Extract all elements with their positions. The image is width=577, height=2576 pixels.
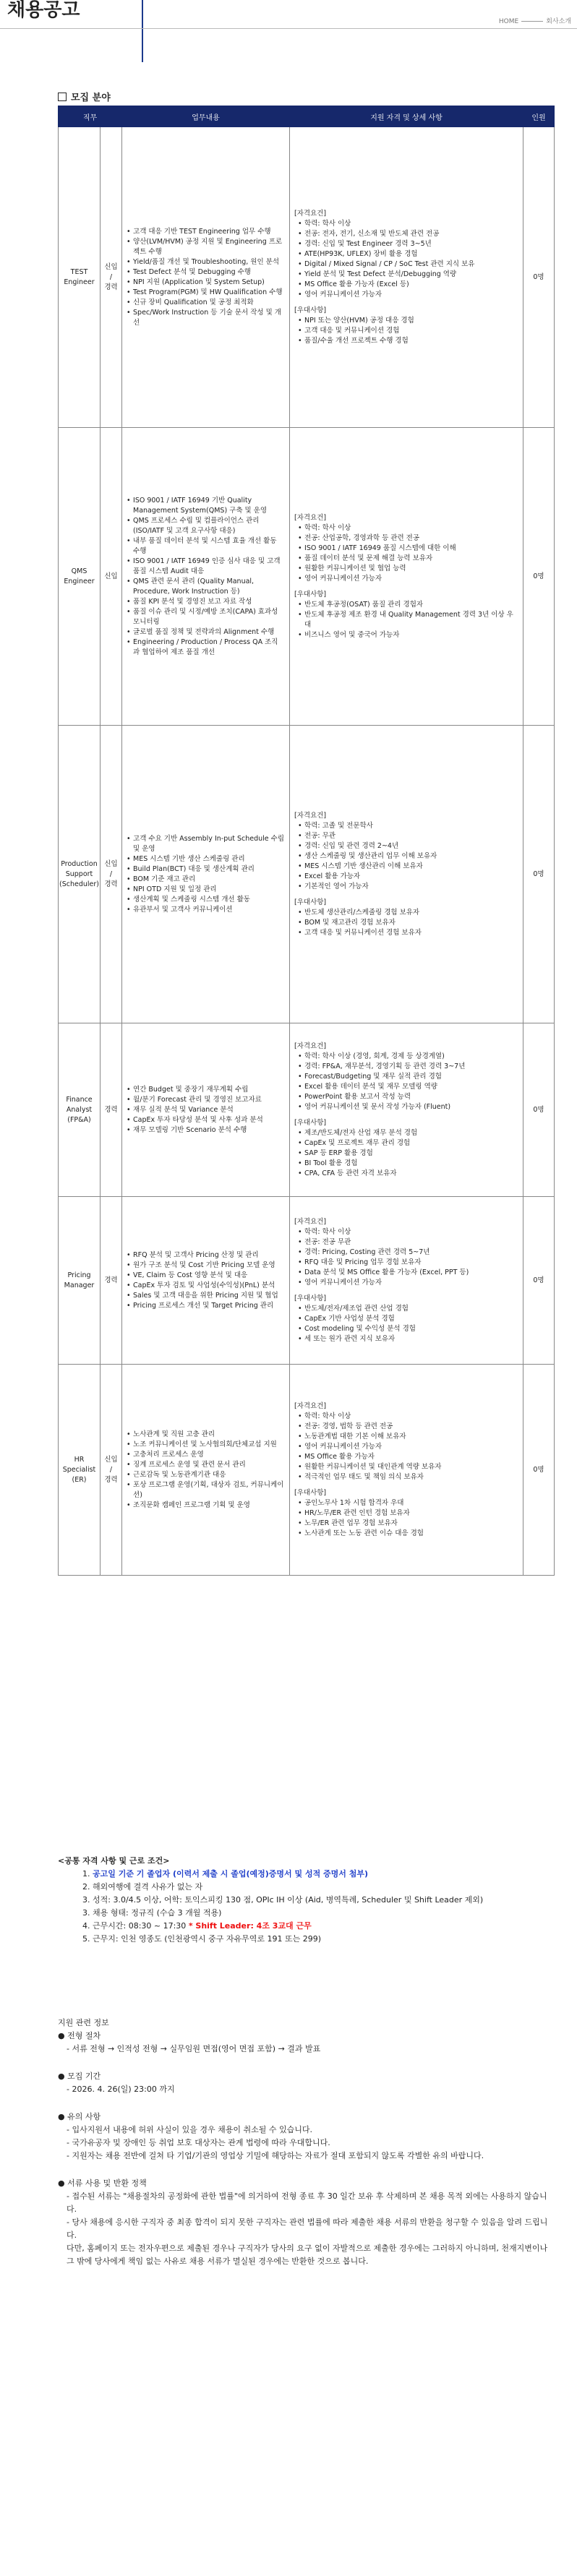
list-item: • VE, Claim 등 Cost 영향 분석 및 대응 (133, 1271, 284, 1281)
job-qualifications (290, 1197, 523, 1365)
list-item: • 영어 커뮤니케이션 가능자 (304, 1278, 515, 1288)
page-header (0, 0, 577, 29)
list-item: • 월/분기 Forecast 관리 및 경영진 보고자료 (133, 1095, 284, 1105)
table-row (59, 1365, 555, 1576)
qualification-heading: [우대사항] (294, 590, 327, 598)
job-duties (122, 726, 290, 1023)
list-item: • Excel 활용 가능자 (304, 872, 515, 882)
qualification-list (294, 1227, 519, 1288)
list-item: • 포상 프로그램 운영(기획, 대상자 검토, 커뮤니케이션) (133, 1480, 284, 1500)
qualification-heading: [자격요건] (294, 209, 327, 218)
job-title: Finance Analyst (FP&A) (59, 1023, 101, 1197)
job-duties (122, 428, 290, 726)
employment-type: 경력 (101, 1197, 122, 1365)
jobs-table (58, 106, 555, 1576)
accent-divider (142, 0, 143, 62)
list-item: • 학력: 학사 이상 (304, 219, 515, 229)
list-item: • Build Plan(BCT) 대응 및 생산계획 관리 (133, 864, 284, 875)
qualification-heading: [우대사항] (294, 898, 327, 906)
list-item: • ISO 9001 / IATF 16949 인증 심사 대응 및 고객 품질 시스템 Audit 대응 (133, 557, 284, 577)
notes-list (58, 2124, 557, 2163)
job-title: Production Support (Scheduler) (59, 726, 101, 1023)
list-item: • 고객 수요 기반 Assembly In-put Schedule 수립 및 운영 (133, 834, 284, 854)
condition-item: 1. 공고일 기준 기 졸업자 (이력서 제출 시 졸업(예정)증명서 및 성적 증명서 첨부) (82, 1869, 369, 1879)
list-item: • 경력: 신입 및 관련 경력 2~4년 (304, 841, 515, 851)
list-item: • 품질 이슈 관리 및 시정/예방 조치(CAPA) 효과성 모니터링 (133, 607, 284, 627)
employment-type: 신입 (101, 428, 122, 726)
list-item: • MS Office 활용 가능자 (Excel 등) (304, 280, 515, 290)
headcount: 0명 (523, 428, 555, 726)
list-item: • Test Program(PGM) 및 HW Qualification 수행 (133, 288, 284, 298)
breadcrumb-current[interactable]: 회사소개 (546, 18, 571, 25)
table-header-row (59, 106, 555, 127)
qualification-heading: [우대사항] (294, 1488, 327, 1497)
duties-list (123, 834, 288, 915)
policy-item: - 당사 채용에 응시한 구직자 중 최종 합격이 되지 못한 구직자는 관련 법률에 따라 제출한 채용 서류의 반환을 청구할 수 있음을 알려 드립니다. (67, 2217, 548, 2240)
list-item: • 경력: 신입 및 Test Engineer 경력 3~5년 (304, 239, 515, 249)
list-item: • 반도체 후공정 제조 환경 내 Quality Management 경력 3년 이상 우대 (304, 610, 515, 630)
list-item: • CapEx 투자 검토 및 사업성(수익성)(PnL) 분석 (133, 1281, 284, 1291)
list-item: • 노무/ER 관련 업무 경험 보유자 (304, 1519, 515, 1529)
qualification-list (294, 1412, 519, 1482)
list-item: • BOM 기준 재고 관리 (133, 875, 284, 885)
list-item: • 양산(LVM/HVM) 공정 지원 및 Engineering 프로젝트 수행 (133, 237, 284, 257)
common-conditions (58, 1855, 554, 1946)
application-info (58, 2017, 557, 2283)
list-item: • 영어 커뮤니케이션 가능자 (304, 1442, 515, 1452)
policy-label: ● 서류 사용 및 반환 정책 (58, 2178, 147, 2188)
list-item: • Digital / Mixed Signal / CP / SoC Test 관련 지식 보유 (304, 259, 515, 270)
list-item: • 적극적인 업무 태도 및 책임 의식 보유자 (304, 1472, 515, 1482)
condition-item: 3. 채용 형태: 정규직 (수습 3 개월 적용) (82, 1908, 222, 1918)
job-title: QMS Engineer (59, 428, 101, 726)
list-item: • 글로벌 품질 정책 및 전략과의 Alignment 수행 (133, 627, 284, 637)
list-item: • Excel 활용 데이터 분석 및 재무 모델링 역량 (304, 1082, 515, 1092)
headcount: 0명 (523, 1023, 555, 1197)
period-label: ● 모집 기간 (58, 2071, 101, 2081)
list-item: • 경력: FP&A, 재무분석, 경영기획 등 관련 경력 3~7년 (304, 1062, 515, 1072)
qualification-list (294, 821, 519, 892)
header-duties: 업무내용 (122, 106, 290, 127)
list-item: • 노조 커뮤니케이션 및 노사협의회/단체교섭 지원 (133, 1440, 284, 1450)
qualification-heading: [자격요건] (294, 1401, 327, 1410)
list-item: • 영어 커뮤니케이션 및 문서 작성 가능자 (Fluent) (304, 1102, 515, 1112)
list-item: • 학력: 학사 이상 (304, 1412, 515, 1422)
duties-list (123, 496, 288, 658)
list-item: • 품질 KPI 분석 및 경영진 보고 자료 작성 (133, 597, 284, 607)
list-item: • 영어 커뮤니케이션 가능자 (304, 574, 515, 584)
employment-type: 신입 / 경력 (101, 726, 122, 1023)
page-title: 채용공고 (7, 0, 80, 21)
job-qualifications (290, 428, 523, 726)
employment-type: 신입 / 경력 (101, 127, 122, 428)
list-item: • Test Defect 분석 및 Debugging 수행 (133, 267, 284, 278)
list-item: • 경력: Pricing, Costing 관련 경력 5~7년 (304, 1248, 515, 1258)
job-duties (122, 127, 290, 428)
breadcrumb-home[interactable]: HOME (498, 18, 519, 25)
job-qualifications (290, 127, 523, 428)
condition-item: 4. 근무시간: 08:30 ~ 17:30 * Shift Leader: 4조 3교대 근무 (82, 1921, 312, 1931)
list-item: • 반도체 후공정(OSAT) 품질 관리 경험자 (304, 600, 515, 610)
list-item: • 조직문화 캠페인 프로그램 기획 및 운영 (133, 1500, 284, 1511)
list-item: • Forecast/Budgeting 및 재무 실적 관리 경험 (304, 1072, 515, 1082)
list-item: • 제조/반도체/전자 산업 재무 분석 경험 (304, 1128, 515, 1138)
job-title: HR Specialist (ER) (59, 1365, 101, 1576)
list-item: • 근로감독 및 노동관계기관 대응 (133, 1470, 284, 1480)
list-item: • Data 분석 및 MS Office 활용 가능자 (Excel, PPT 등) (304, 1268, 515, 1278)
list-item: • 기본적인 영어 가능자 (304, 882, 515, 892)
header-qualifications: 지원 자격 및 상세 사항 (290, 106, 523, 127)
list-item: • MS Office 활용 가능자 (304, 1452, 515, 1462)
checkbox-square-icon (58, 93, 67, 101)
duties-list (123, 1250, 288, 1311)
qualification-list (294, 1304, 519, 1344)
list-item: • CPA, CFA 등 관련 자격 보유자 (304, 1169, 515, 1179)
list-item: • MES 시스템 기반 생산 스케줄링 관리 (133, 854, 284, 864)
list-item: • 원활한 커뮤니케이션 및 대인관계 역량 보유자 (304, 1462, 515, 1472)
job-duties (122, 1023, 290, 1197)
list-item: • 고객 대응 기반 TEST Engineering 업무 수행 (133, 227, 284, 237)
list-item: • 영어 커뮤니케이션 가능자 (304, 290, 515, 300)
policy-item: 다만, 홈페이지 또는 전자우편으로 제출된 경우나 구직자가 당사의 요구 없이 자발적으로 제출한 경우에는 그러하지 아니하며, 천재지변이나 그 밖에 당사에게 책임 없는 사유로 채용 서류가 멸실된 경우에는 반환한 것으로 봅니다. (67, 2244, 548, 2266)
policy-item: - 접수된 서류는 "채용절차의 공정화에 관한 법률"에 의거하여 전형 종료 후 30 일간 보유 후 삭제하며 본 채용 목적 외에는 사용하지 않습니다. (67, 2191, 547, 2214)
note-item: - 지원자는 채용 전반에 걸쳐 타 기업/기관의 영업상 기밀에 해당하는 자료가 절대 포함되지 않도록 각별한 유의 바랍니다. (67, 2151, 484, 2160)
list-item: • Spec/Work Instruction 등 기술 문서 작성 및 개선 (133, 308, 284, 328)
list-item: • Yield/품질 개선 및 Troubleshooting, 원인 분석 (133, 257, 284, 267)
job-title: TEST Engineer (59, 127, 101, 428)
policy-list (58, 2190, 557, 2268)
list-item: • 전공: 산업공학, 경영과학 등 관련 전공 (304, 533, 515, 544)
duties-list (123, 227, 288, 328)
list-item: • 신규 장비 Qualification 및 공정 최적화 (133, 298, 284, 308)
list-item: • CapEx 기반 사업성 분석 경험 (304, 1314, 515, 1324)
list-item: • MES 시스템 기반 생산관리 이해 보유자 (304, 862, 515, 872)
table-row (59, 726, 555, 1023)
qualification-list (294, 1498, 519, 1539)
list-item: • ATE(HP93K, UFLEX) 장비 활용 경험 (304, 249, 515, 259)
list-item: • 학력: 학사 이상 (304, 1227, 515, 1237)
list-item: • 원활한 커뮤니케이션 및 협업 능력 (304, 564, 515, 574)
list-item: • 고충처리 프로세스 운영 (133, 1450, 284, 1460)
list-item: • 품질 데이터 분석 및 문제 해결 능력 보유자 (304, 554, 515, 564)
list-item: • 재무 실적 분석 및 Variance 분석 (133, 1105, 284, 1115)
qualification-heading: [자격요건] (294, 1217, 327, 1226)
list-item: • NPI 지원 (Application 및 System Setup) (133, 278, 284, 288)
employment-type: 신입 / 경력 (101, 1365, 122, 1576)
list-item: • 반도체 생산관리/스케줄링 경험 보유자 (304, 908, 515, 918)
qualification-list (294, 219, 519, 300)
list-item: • 전공: 무관 (304, 831, 515, 841)
list-item: • 재무 모델링 기반 Scenario 분석 수행 (133, 1125, 284, 1135)
qualification-list (294, 1052, 519, 1112)
list-item: • QMS 프로세스 수립 및 컴플라이언스 관리 (ISO/IATF 및 고객 요구사항 대응) (133, 516, 284, 536)
list-item: • 공인노무사 1차 시험 합격자 우대 (304, 1498, 515, 1508)
common-list (58, 1868, 554, 1946)
list-item: • 징계 프로세스 운영 및 관련 문서 관리 (133, 1460, 284, 1470)
list-item: • 전공: 경영, 법학 등 관련 전공 (304, 1422, 515, 1432)
section-title: 모집 분야 (58, 90, 111, 103)
list-item: • NPI OTD 지원 및 일정 관리 (133, 885, 284, 895)
qualification-heading: [우대사항] (294, 1118, 327, 1127)
list-item: • Sales 및 고객 대응을 위한 Pricing 지원 및 협업 (133, 1291, 284, 1301)
list-item: • Engineering / Production / Process QA 조직과 협업하여 제조 품질 개선 (133, 637, 284, 658)
list-item: • NPI 또는 양산(HVM) 공정 대응 경험 (304, 316, 515, 326)
qualification-list (294, 1128, 519, 1179)
list-item: • QMS 관련 문서 관리 (Quality Manual, Procedure, Work Instruction 등) (133, 577, 284, 597)
list-item: • RFQ 대응 및 Pricing 업무 경험 보유자 (304, 1258, 515, 1268)
common-title: <공통 자격 사항 및 근로 조건> (58, 1856, 170, 1866)
note-item: - 국가유공자 및 장애인 등 취업 보호 대상자는 관계 법령에 따라 우대합니다. (67, 2138, 330, 2147)
period-value: - 2026. 4. 26(일) 23:00 까지 (67, 2085, 175, 2094)
list-item: • SAP 등 ERP 활용 경험 (304, 1149, 515, 1159)
header-divider (0, 28, 577, 29)
breadcrumb (499, 16, 571, 25)
list-item: • Pricing 프로세스 개선 및 Target Pricing 관리 (133, 1301, 284, 1311)
table-row (59, 1197, 555, 1365)
qualification-heading: [우대사항] (294, 1294, 327, 1302)
list-item: • 품질/수율 개선 프로젝트 수행 경험 (304, 336, 515, 346)
note-item: - 입사지원서 내용에 허위 사실이 있을 경우 채용이 취소될 수 있습니다. (67, 2125, 312, 2134)
process-label: ● 전형 절차 (58, 2031, 101, 2040)
list-item: • 생산계획 및 스케줄링 시스템 개선 활동 (133, 895, 284, 905)
list-item: • BOM 및 재고관리 경험 보유자 (304, 918, 515, 928)
table-row (59, 428, 555, 726)
list-item: • 비즈니스 영어 및 중국어 가능자 (304, 630, 515, 640)
headcount: 0명 (523, 127, 555, 428)
qualification-heading: [자격요건] (294, 811, 327, 820)
condition-item: 2. 해외여행에 결격 사유가 없는 자 (82, 1882, 203, 1892)
job-duties (122, 1365, 290, 1576)
process-steps: - 서류 전형 → 인적성 전형 → 실무임원 면접(영어 면접 포함) → 결과 발표 (67, 2044, 321, 2053)
qualification-heading: [자격요건] (294, 513, 327, 522)
list-item: • 학력: 고졸 및 전문학사 (304, 821, 515, 831)
list-item: • 노동관계법 대한 기본 이해 보유자 (304, 1432, 515, 1442)
list-item: • 전공: 전자, 전기, 신소재 및 반도체 관련 전공 (304, 229, 515, 239)
qualification-heading: [자격요건] (294, 1042, 327, 1050)
list-item: • 고객 대응 및 커뮤니케이션 경험 (304, 326, 515, 336)
list-item: • 노사관계 및 직원 고충 관리 (133, 1430, 284, 1440)
list-item: • BI Tool 활용 경험 (304, 1159, 515, 1169)
job-qualifications (290, 1365, 523, 1576)
header-role: 직무 (59, 106, 122, 127)
job-title: Pricing Manager (59, 1197, 101, 1365)
condition-item: 5. 근무지: 인천 영종도 (인천광역시 중구 자유무역로 191 또는 299) (82, 1934, 322, 1944)
info-title: 지원 관련 정보 (58, 2018, 109, 2027)
list-item: • 세 또는 원가 관련 지식 보유자 (304, 1334, 515, 1344)
list-item: • Cost modeling 및 수익성 분석 경험 (304, 1324, 515, 1334)
list-item: • 노사관계 또는 노동 관련 이슈 대응 경험 (304, 1529, 515, 1539)
job-qualifications (290, 1023, 523, 1197)
qualification-list (294, 523, 519, 584)
list-item: • CapEx 투자 타당성 분석 및 사후 성과 분석 (133, 1115, 284, 1125)
duties-list (123, 1085, 288, 1135)
job-qualifications (290, 726, 523, 1023)
condition-item: 3. 성적: 3.0/4.5 이상, 어학: 토익스피킹 130 점, OPIc IH 이상 (Aid, 병역특례, Scheduler 및 Shift Leader 제외) (82, 1895, 484, 1905)
list-item: • RFQ 분석 및 고객사 Pricing 산정 및 관리 (133, 1250, 284, 1261)
list-item: • 내부 품질 데이터 분석 및 시스템 효율 개선 활동 수행 (133, 536, 284, 557)
list-item: • 전공: 전공 무관 (304, 1237, 515, 1248)
list-item: • 학력: 학사 이상 (304, 523, 515, 533)
list-item: • ISO 9001 / IATF 16949 기반 Quality Management System(QMS) 구축 및 운영 (133, 496, 284, 516)
list-item: • 학력: 학사 이상 (경영, 회계, 경제 등 상경계열) (304, 1052, 515, 1062)
headcount: 0명 (523, 1365, 555, 1576)
job-duties (122, 1197, 290, 1365)
table-row (59, 1023, 555, 1197)
qualification-heading: [우대사항] (294, 306, 327, 314)
list-item: • ISO 9001 / IATF 16949 품질 시스템에 대한 이해 (304, 544, 515, 554)
list-item: • CapEx 및 프로젝트 재무 관리 경험 (304, 1138, 515, 1149)
headcount: 0명 (523, 1197, 555, 1365)
header-headcount: 인원 (523, 106, 555, 127)
list-item: • HR/노무/ER 관련 인턴 경험 보유자 (304, 1508, 515, 1519)
list-item: • PowerPoint 활용 보고서 작성 능력 (304, 1092, 515, 1102)
list-item: • 유관부서 및 고객사 커뮤니케이션 (133, 905, 284, 915)
list-item: • Yield 분석 및 Test Defect 분석/Debugging 역량 (304, 270, 515, 280)
list-item: • 반도체/전자/제조업 관련 산업 경험 (304, 1304, 515, 1314)
table-row (59, 127, 555, 428)
notes-label: ● 유의 사항 (58, 2112, 101, 2121)
qualification-list (294, 908, 519, 938)
qualification-list (294, 316, 519, 346)
list-item: • 원가 구조 분석 및 Cost 기반 Pricing 모델 운영 (133, 1261, 284, 1271)
duties-list (123, 1430, 288, 1511)
list-item: • 연간 Budget 및 중장기 재무계획 수립 (133, 1085, 284, 1095)
headcount: 0명 (523, 726, 555, 1023)
list-item: • 생산 스케줄링 및 생산관리 업무 이해 보유자 (304, 851, 515, 862)
employment-type: 경력 (101, 1023, 122, 1197)
list-item: • 고객 대응 및 커뮤니케이션 경험 보유자 (304, 928, 515, 938)
qualification-list (294, 600, 519, 640)
